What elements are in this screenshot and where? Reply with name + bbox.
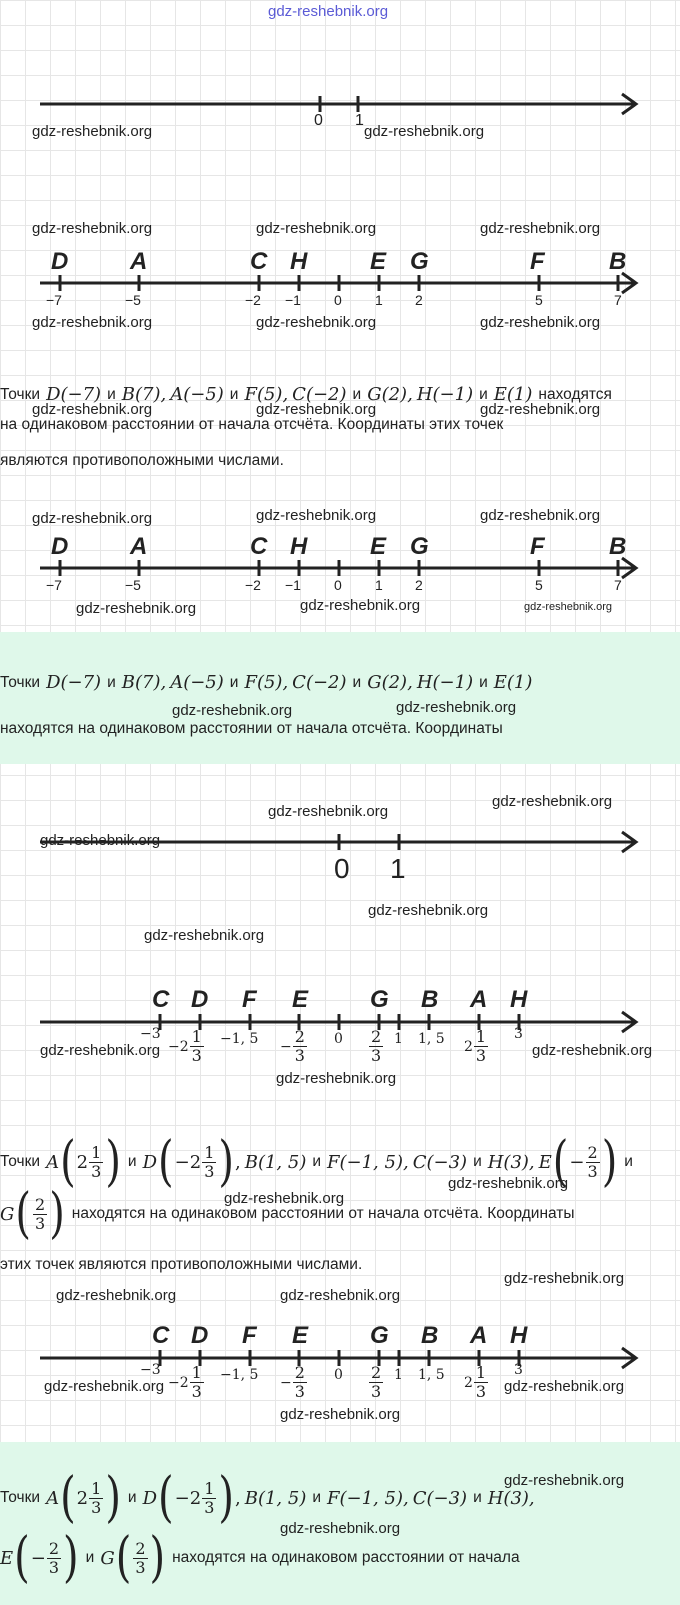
text: и bbox=[479, 385, 488, 403]
watermark[interactable]: gdz-reshebnik.org bbox=[480, 220, 601, 237]
watermark[interactable]: gdz-reshebnik.org bbox=[40, 1042, 161, 1059]
tick-label: −2 bbox=[245, 577, 261, 593]
math: A(−5) bbox=[170, 384, 224, 405]
math: −2 bbox=[174, 1487, 202, 1509]
math: B(7), bbox=[121, 672, 167, 693]
point-label-F: F bbox=[530, 533, 545, 560]
point-label-H: H bbox=[290, 248, 308, 275]
math: B(1, 5) bbox=[244, 1151, 307, 1173]
fraction: $\frac{2}{3}$ bbox=[294, 1363, 305, 1401]
tick-label-0: 0 bbox=[314, 112, 323, 129]
math: D bbox=[142, 1151, 158, 1173]
watermark[interactable]: gdz-reshebnik.org bbox=[40, 832, 161, 849]
tick-label bbox=[280, 1028, 308, 1065]
point-label-D: D bbox=[191, 1322, 209, 1349]
point-label-E: E bbox=[292, 1322, 309, 1349]
minus-sign: − bbox=[280, 1038, 292, 1055]
watermark[interactable]: gdz-reshebnik.org bbox=[256, 314, 377, 331]
watermark[interactable]: gdz-reshebnik.org bbox=[300, 597, 421, 614]
text: и bbox=[312, 1153, 322, 1170]
watermark[interactable]: gdz-reshebnik.org bbox=[32, 510, 153, 527]
watermark[interactable]: gdz-reshebnik.org bbox=[256, 507, 377, 524]
paren: ) bbox=[149, 1526, 166, 1590]
tick-label: −5 bbox=[125, 577, 141, 593]
tick-label: 7 bbox=[614, 577, 622, 593]
math: E(1) bbox=[493, 384, 533, 405]
math: F(−1, 5), bbox=[327, 1487, 409, 1509]
tick-label: 1 bbox=[375, 577, 383, 593]
point-label-F: F bbox=[242, 986, 257, 1013]
watermark[interactable]: gdz-reshebnik.org bbox=[256, 401, 377, 418]
watermark[interactable]: gdz-reshebnik.org bbox=[32, 123, 153, 140]
fraction: $\frac{2}{3}$ bbox=[48, 1538, 60, 1577]
math: H(3), bbox=[487, 1151, 535, 1173]
text: и bbox=[473, 1153, 482, 1170]
whole-part: 2 bbox=[464, 1038, 473, 1055]
watermark[interactable]: gdz-reshebnik.org bbox=[32, 314, 153, 331]
tick-label-0: 0 bbox=[334, 853, 350, 884]
paren: ) bbox=[218, 1130, 234, 1194]
point-label-A: A bbox=[130, 533, 148, 560]
watermark[interactable]: gdz-reshebnik.org bbox=[492, 793, 613, 810]
text: находятся bbox=[538, 385, 612, 403]
math: A(−5) bbox=[170, 672, 224, 693]
tick-label-1: 1 bbox=[355, 112, 364, 129]
math: −2 bbox=[174, 1151, 202, 1173]
tick-label: −1, 5 bbox=[220, 1367, 259, 1383]
tick-label: 2 bbox=[415, 577, 423, 593]
math: C(−2) bbox=[292, 672, 347, 693]
watermark[interactable]: gdz-reshebnik.org bbox=[32, 401, 153, 418]
tick-label: −1 bbox=[285, 577, 301, 593]
tick-label bbox=[464, 1028, 489, 1065]
point-label-E: E bbox=[370, 248, 387, 275]
minus-sign: − bbox=[280, 1374, 292, 1391]
math: − bbox=[569, 1151, 585, 1173]
paren: ) bbox=[49, 1182, 65, 1246]
tick-label: −3 bbox=[140, 1362, 161, 1378]
tick-label: 0 bbox=[334, 577, 342, 593]
fraction: $\frac{2}{3}$ bbox=[294, 1027, 305, 1065]
text: Точки bbox=[0, 1153, 41, 1170]
point-label-A: A bbox=[470, 1322, 488, 1349]
watermark[interactable]: gdz-reshebnik.org bbox=[396, 699, 517, 716]
watermark[interactable]: gdz-reshebnik.org bbox=[368, 902, 489, 919]
tick-label: −2 bbox=[245, 292, 261, 308]
math: G(2), bbox=[367, 384, 413, 405]
watermark[interactable]: gdz-reshebnik.org bbox=[172, 702, 293, 719]
watermark[interactable]: gdz-reshebnik.org bbox=[504, 1270, 625, 1287]
point-label-A: A bbox=[130, 248, 148, 275]
point-label-C: C bbox=[152, 1322, 170, 1349]
paren: ( bbox=[158, 1466, 174, 1530]
fraction: $\frac{1}{3}$ bbox=[204, 1478, 215, 1517]
text: Точки bbox=[0, 1489, 41, 1506]
paren: ( bbox=[552, 1130, 569, 1194]
paren: ( bbox=[158, 1130, 174, 1194]
watermark[interactable]: gdz-reshebnik.org bbox=[480, 401, 601, 418]
point-label-F: F bbox=[242, 1322, 257, 1349]
watermark[interactable]: gdz-reshebnik.org bbox=[480, 314, 601, 331]
paren: ( bbox=[60, 1130, 76, 1194]
fraction: $\frac{2}{3}$ bbox=[371, 1027, 382, 1065]
fraction: $\frac{2}{3}$ bbox=[35, 1194, 46, 1233]
point-label-D: D bbox=[51, 533, 69, 560]
point-label-C: C bbox=[250, 533, 268, 560]
point-label-H: H bbox=[290, 533, 308, 560]
math: , bbox=[234, 1151, 241, 1173]
tick-label: 2 bbox=[415, 292, 423, 308]
point-label-B: B bbox=[421, 986, 439, 1013]
fraction: $\frac{1}{3}$ bbox=[91, 1142, 102, 1181]
point-label-G: G bbox=[410, 533, 429, 560]
text: и bbox=[127, 1153, 137, 1170]
watermark[interactable]: gdz-reshebnik.org bbox=[504, 1378, 625, 1395]
point-label-C: C bbox=[250, 248, 268, 275]
answer-highlight-1 bbox=[0, 632, 680, 764]
fraction: $\frac{1}{3}$ bbox=[475, 1027, 487, 1065]
point-label-G: G bbox=[410, 248, 429, 275]
paren: ) bbox=[601, 1130, 618, 1194]
math: B(1, 5) bbox=[244, 1487, 307, 1509]
point-label-F: F bbox=[530, 248, 545, 275]
text: и bbox=[624, 1153, 633, 1170]
math: G bbox=[100, 1547, 115, 1569]
math: B(7), bbox=[121, 384, 167, 405]
math: A bbox=[46, 1487, 60, 1509]
point-label-A: A bbox=[470, 986, 488, 1013]
text: и bbox=[107, 385, 116, 403]
tick-label: −5 bbox=[125, 292, 141, 308]
watermark-top[interactable]: gdz-reshebnik.org bbox=[268, 3, 389, 20]
text: и bbox=[352, 385, 362, 403]
watermark[interactable]: gdz-reshebnik.org bbox=[256, 220, 377, 237]
math: E(1) bbox=[493, 672, 533, 693]
math: D(−7) bbox=[46, 384, 102, 405]
math: 2 bbox=[76, 1487, 89, 1509]
point-label-B: B bbox=[609, 533, 627, 560]
tick-label: 3 bbox=[514, 1362, 523, 1378]
point-label-B: B bbox=[421, 1322, 439, 1349]
paren: ( bbox=[115, 1526, 132, 1590]
text: и bbox=[229, 673, 239, 691]
tick-label: 0 bbox=[334, 1367, 343, 1383]
tick-label: −1 bbox=[285, 292, 301, 308]
text: и bbox=[473, 1489, 482, 1506]
paren: ) bbox=[105, 1130, 121, 1194]
fraction: $\frac{1}{3}$ bbox=[191, 1363, 202, 1401]
watermark[interactable]: gdz-reshebnik.org bbox=[280, 1406, 401, 1423]
text: и bbox=[107, 673, 116, 691]
tick-label: −1, 5 bbox=[220, 1031, 259, 1047]
math: , bbox=[234, 1487, 241, 1509]
point-label-D: D bbox=[191, 986, 209, 1013]
fraction: $\frac{1}{3}$ bbox=[204, 1142, 215, 1181]
watermark[interactable]: gdz-reshebnik.org bbox=[280, 1520, 401, 1537]
point-label-E: E bbox=[370, 533, 387, 560]
tick-label: 1, 5 bbox=[418, 1031, 445, 1047]
tick-label: 1 bbox=[375, 292, 383, 308]
tick-label: −7 bbox=[46, 292, 62, 308]
tick-label-1: 1 bbox=[390, 853, 406, 884]
point-label-E: E bbox=[292, 986, 309, 1013]
text: и bbox=[352, 673, 362, 691]
fraction: $\frac{2}{3}$ bbox=[587, 1142, 598, 1181]
point-label-D: D bbox=[51, 248, 69, 275]
fraction: $\frac{2}{3}$ bbox=[135, 1538, 146, 1577]
fraction: $\frac{1}{3}$ bbox=[475, 1363, 487, 1401]
watermark[interactable]: gdz-reshebnik.org bbox=[448, 1175, 569, 1192]
math: − bbox=[30, 1547, 46, 1569]
watermark[interactable]: gdz-reshebnik.org bbox=[532, 1042, 653, 1059]
paren: ( bbox=[14, 1526, 30, 1590]
math: D(−7) bbox=[46, 672, 102, 693]
math: A bbox=[46, 1151, 60, 1173]
watermark[interactable]: gdz-reshebnik.org bbox=[280, 1287, 401, 1304]
fraction: $\frac{1}{3}$ bbox=[191, 1027, 202, 1065]
math: C(−3) bbox=[412, 1151, 468, 1173]
math: F(−1, 5), bbox=[327, 1151, 409, 1173]
tick-label: 1, 5 bbox=[418, 1367, 445, 1383]
math: H(−1) bbox=[416, 672, 474, 693]
tick-label bbox=[280, 1364, 308, 1401]
text: и bbox=[85, 1549, 95, 1566]
text: и bbox=[479, 673, 488, 691]
tick-label: −3 bbox=[140, 1026, 161, 1042]
math: H(3), bbox=[487, 1487, 535, 1509]
watermark[interactable]: gdz-reshebnik.org bbox=[504, 1472, 625, 1489]
paren: ) bbox=[63, 1526, 79, 1590]
point-label-B: B bbox=[609, 248, 627, 275]
text: являются противоположными числами. bbox=[0, 452, 284, 469]
watermark[interactable]: gdz-reshebnik.org bbox=[524, 601, 613, 613]
tick-label: 7 bbox=[614, 292, 622, 308]
paren: ) bbox=[105, 1466, 121, 1530]
math: E bbox=[0, 1547, 14, 1569]
tick-label: 5 bbox=[535, 292, 543, 308]
tick-label: 1 bbox=[394, 1367, 403, 1383]
watermark[interactable]: gdz-reshebnik.org bbox=[44, 1378, 165, 1395]
watermark[interactable]: gdz-reshebnik.org bbox=[276, 1070, 397, 1087]
math: 2 bbox=[76, 1151, 89, 1173]
watermark[interactable]: gdz-reshebnik.org bbox=[144, 927, 265, 944]
text: Точки bbox=[0, 673, 41, 691]
whole-part: −2 bbox=[168, 1374, 189, 1391]
text: находятся на одинаковом расстоянии от начала отсчёта. Координаты bbox=[0, 720, 503, 737]
tick-label bbox=[368, 1364, 384, 1401]
math: F(5), bbox=[244, 384, 289, 405]
math: C(−3) bbox=[412, 1487, 468, 1509]
point-label-H: H bbox=[510, 986, 528, 1013]
watermark[interactable]: gdz-reshebnik.org bbox=[268, 803, 389, 820]
paren: ( bbox=[15, 1182, 31, 1246]
point-label-G: G bbox=[370, 1322, 389, 1349]
paren: ) bbox=[218, 1466, 234, 1530]
math: H(−1) bbox=[416, 384, 474, 405]
watermark[interactable]: gdz-reshebnik.org bbox=[56, 1287, 177, 1304]
text: на одинаковом расстоянии от начала отсчёта. Координаты этих точек bbox=[0, 416, 504, 433]
watermark[interactable]: gdz-reshebnik.org bbox=[224, 1190, 345, 1207]
math: D bbox=[142, 1487, 158, 1509]
watermark[interactable]: gdz-reshebnik.org bbox=[364, 123, 485, 140]
math: F(5), bbox=[244, 672, 289, 693]
math: E bbox=[538, 1151, 552, 1173]
text: находятся на одинаковом расстоянии от начала bbox=[172, 1549, 520, 1566]
math: G(2), bbox=[367, 672, 413, 693]
tick-label: −7 bbox=[46, 577, 62, 593]
tick-label: 5 bbox=[535, 577, 543, 593]
text: находятся на одинаковом расстоянии от начала отсчёта. Координаты bbox=[71, 1205, 575, 1222]
tick-label bbox=[464, 1364, 489, 1401]
whole-part: −2 bbox=[168, 1038, 189, 1055]
math: G bbox=[0, 1203, 15, 1225]
watermark[interactable]: gdz-reshebnik.org bbox=[32, 220, 153, 237]
whole-part: 2 bbox=[464, 1374, 473, 1391]
watermark[interactable]: gdz-reshebnik.org bbox=[76, 600, 197, 617]
text: и bbox=[229, 385, 239, 403]
point-label-G: G bbox=[370, 986, 389, 1013]
math: C(−2) bbox=[292, 384, 347, 405]
text: и bbox=[312, 1489, 322, 1506]
point-label-H: H bbox=[510, 1322, 528, 1349]
watermark[interactable]: gdz-reshebnik.org bbox=[480, 507, 601, 524]
fraction: $\frac{2}{3}$ bbox=[371, 1363, 382, 1401]
point-label-C: C bbox=[152, 986, 170, 1013]
tick-label bbox=[368, 1028, 384, 1065]
text: этих точек являются противоположными числами. bbox=[0, 1256, 363, 1273]
tick-label: 0 bbox=[334, 1031, 343, 1047]
tick-label: 3 bbox=[514, 1026, 523, 1042]
tick-label: 0 bbox=[334, 292, 342, 308]
tick-label bbox=[168, 1364, 205, 1401]
tick-label: 1 bbox=[394, 1031, 403, 1047]
text: Точки bbox=[0, 385, 41, 403]
fraction: $\frac{1}{3}$ bbox=[91, 1478, 102, 1517]
paren: ( bbox=[60, 1466, 76, 1530]
text: и bbox=[127, 1489, 137, 1506]
tick-label bbox=[168, 1028, 205, 1065]
